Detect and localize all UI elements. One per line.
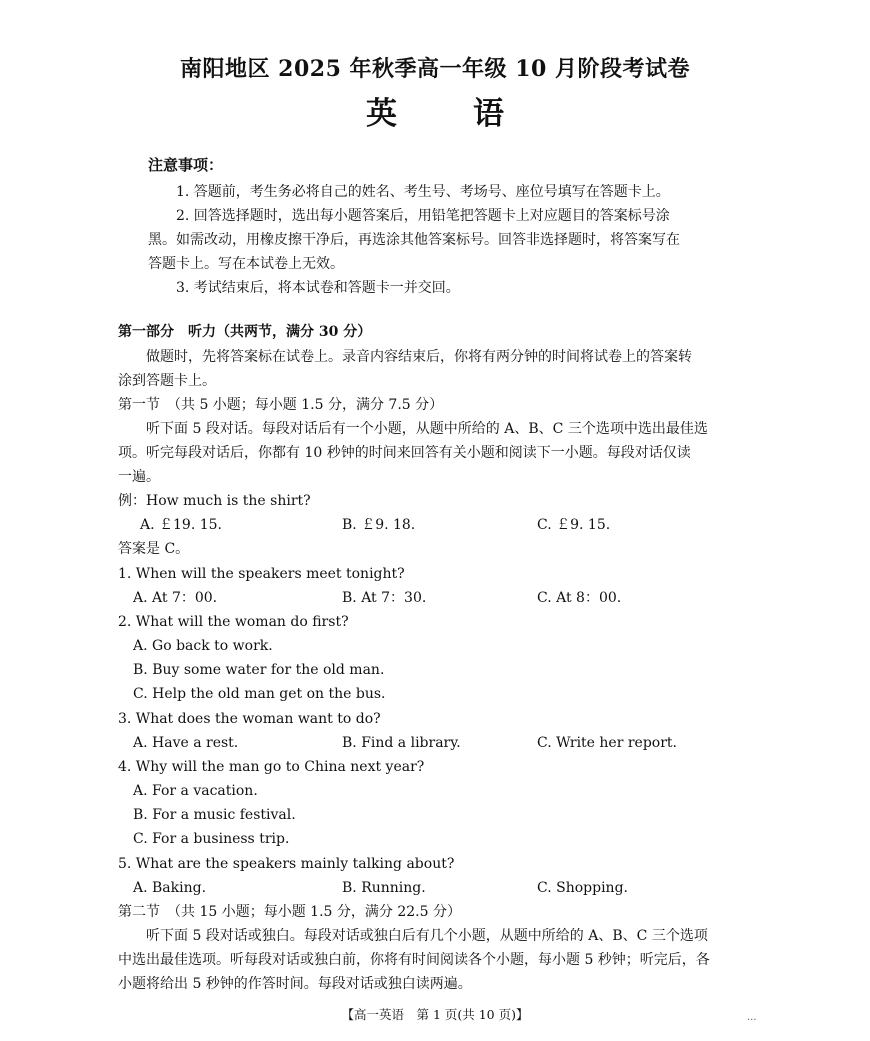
q4-option-c: C. For a business trip. xyxy=(133,831,290,847)
example-option-a: A. ￡19. 15. xyxy=(140,517,222,533)
section1-heading: 第一节 （共 5 小题；每小题 1.5 分，满分 7.5 分） xyxy=(118,397,444,413)
notice-heading: 注意事项： xyxy=(148,156,224,174)
section2-intro-line: 小题将给出 5 秒钟的作答时间。每段对话或独白读两遍。 xyxy=(118,976,472,992)
question-1: 1. When will the speakers meet tonight? xyxy=(118,566,405,582)
notice-line: 2. 回答选择题时，选出每小题答案后，用铅笔把答题卡上对应题目的答案标号涂 xyxy=(176,208,670,224)
section2-intro-line: 中选出最佳选项。听每段对话或独白前，你将有时间阅读各个小题，每小题 5 秒钟；听完后，各 xyxy=(118,952,710,968)
notice-line: 黑。如需改动，用橡皮擦干净后，再选涂其他答案标号。回答非选择题时，将答案写在 xyxy=(148,232,680,248)
q3-option-a: A. Have a rest. xyxy=(133,735,239,751)
question-2: 2. What will the woman do first? xyxy=(118,614,349,630)
section1-intro-line: 一遍。 xyxy=(118,469,160,485)
q3-option-b: B. Find a library. xyxy=(342,735,461,751)
q4-option-b: B. For a music festival. xyxy=(133,807,296,823)
example-option-b: B. ￡9. 18. xyxy=(342,517,416,533)
example-option-c: C. ￡9. 15. xyxy=(537,517,611,533)
exam-title: 南阳地区 2025 年秋季高一年级 10 月阶段考试卷 xyxy=(180,56,690,82)
q1-option-a: A. At 7：00. xyxy=(133,590,218,606)
question-3: 3. What does the woman want to do? xyxy=(118,711,381,727)
part1-heading: 第一部分 听力（共两节，满分 30 分） xyxy=(118,324,372,340)
section2-intro-line: 听下面 5 段对话或独白。每段对话或独白后有几个小题，从题中所给的 A、B、C 三个选项 xyxy=(146,928,708,944)
notice-line: 答题卡上。写在本试卷上无效。 xyxy=(148,256,344,272)
q2-option-b: B. Buy some water for the old man. xyxy=(133,662,385,678)
corner-mark: ... xyxy=(747,1012,757,1023)
page-footer: 【高一英语 第 1 页(共 10 页)】 xyxy=(341,1007,529,1022)
notice-line: 1. 答题前，考生务必将自己的姓名、考生号、考场号、座位号填写在答题卡上。 xyxy=(176,184,670,200)
subject-char-1: 英 xyxy=(366,96,397,132)
example-answer: 答案是 C。 xyxy=(118,541,190,557)
example-question: 例：How much is the shirt? xyxy=(118,493,311,509)
section1-intro-line: 项。听完每段对话后，你都有 10 秒钟的时间来回答有关小题和阅读下一小题。每段对话仅读 xyxy=(118,445,691,461)
q1-option-c: C. At 8：00. xyxy=(537,590,622,606)
q2-option-c: C. Help the old man get on the bus. xyxy=(133,686,386,702)
part1-intro-line: 做题时，先将答案标在试卷上。录音内容结束后，你将有两分钟的时间将试卷上的答案转 xyxy=(146,349,692,365)
section1-intro-line: 听下面 5 段对话。每段对话后有一个小题，从题中所给的 A、B、C 三个选项中选出最佳选 xyxy=(146,421,708,437)
question-4: 4. Why will the man go to China next year? xyxy=(118,759,425,775)
subject-char-2: 语 xyxy=(473,96,504,132)
q1-option-b: B. At 7：30. xyxy=(342,590,427,606)
q4-option-a: A. For a vacation. xyxy=(133,783,258,799)
subject-title xyxy=(0,88,870,133)
q5-option-c: C. Shopping. xyxy=(537,880,628,896)
section2-heading: 第二节 （共 15 小题；每小题 1.5 分，满分 22.5 分） xyxy=(118,904,461,920)
notice-line: 3. 考试结束后，将本试卷和答题卡一并交回。 xyxy=(176,280,460,296)
q3-option-c: C. Write her report. xyxy=(537,735,677,751)
q5-option-a: A. Baking. xyxy=(133,880,207,896)
part1-intro-line: 涂到答题卡上。 xyxy=(118,373,216,389)
q5-option-b: B. Running. xyxy=(342,880,426,896)
q2-option-a: A. Go back to work. xyxy=(133,638,273,654)
question-5: 5. What are the speakers mainly talking about? xyxy=(118,856,455,872)
